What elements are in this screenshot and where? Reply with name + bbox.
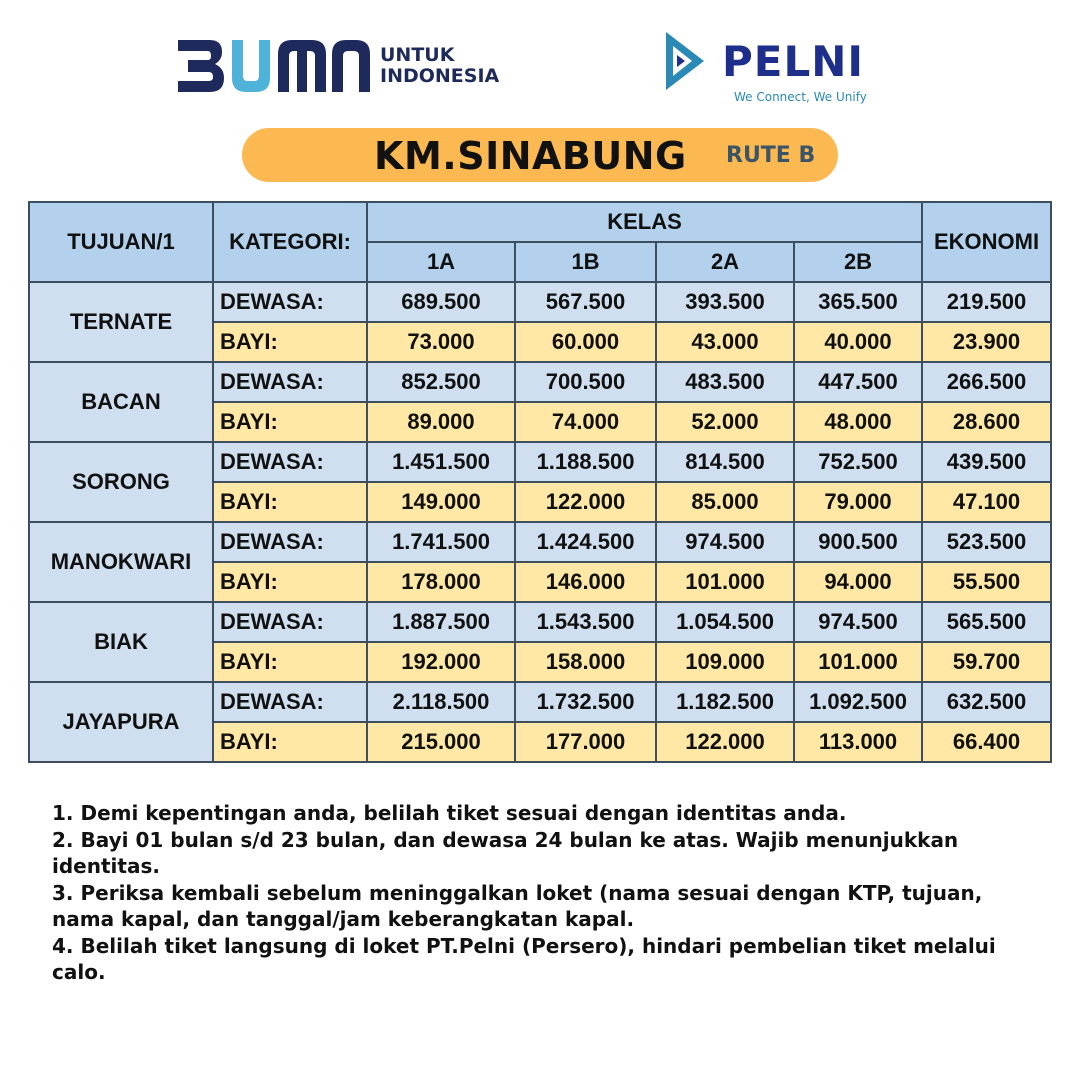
fare-cell: 1.887.500 — [367, 602, 515, 642]
fare-cell: 752.500 — [794, 442, 922, 482]
fare-cell: 79.000 — [794, 482, 922, 522]
fare-cell: 122.000 — [656, 722, 794, 762]
fare-cell: 565.500 — [922, 602, 1051, 642]
fare-cell: 113.000 — [794, 722, 922, 762]
bumn-tagline-line2: INDONESIA — [380, 65, 500, 87]
fare-cell: 1.092.500 — [794, 682, 922, 722]
pelni-slogan: We Connect, We Unify — [734, 90, 867, 104]
fare-cell: 1.054.500 — [656, 602, 794, 642]
fare-cell: 177.000 — [515, 722, 656, 762]
category-cell: BAYI: — [213, 642, 367, 682]
fare-cell: 852.500 — [367, 362, 515, 402]
fare-cell: 146.000 — [515, 562, 656, 602]
fare-cell: 700.500 — [515, 362, 656, 402]
notes-list — [52, 800, 1042, 986]
fare-cell: 439.500 — [922, 442, 1051, 482]
category-cell: DEWASA: — [213, 442, 367, 482]
header-category: KATEGORI: — [213, 202, 367, 282]
fare-cell: 266.500 — [922, 362, 1051, 402]
destination-cell: TERNATE — [29, 282, 213, 362]
note-item: 2. Bayi 01 bulan s/d 23 bulan, dan dewasa 24 bulan ke atas. Wajib menunjukkan identitas. — [52, 827, 959, 878]
category-cell: BAYI: — [213, 402, 367, 442]
pelni-emblem-icon — [664, 30, 708, 92]
category-cell: DEWASA: — [213, 522, 367, 562]
fare-cell: 215.000 — [367, 722, 515, 762]
fare-cell: 192.000 — [367, 642, 515, 682]
fare-table — [28, 201, 1052, 763]
fare-cell: 85.000 — [656, 482, 794, 522]
destination-cell: MANOKWARI — [29, 522, 213, 602]
fare-cell: 814.500 — [656, 442, 794, 482]
pelni-logo — [664, 30, 867, 104]
bumn-logo — [176, 36, 499, 96]
fare-cell: 483.500 — [656, 362, 794, 402]
destination-cell: JAYAPURA — [29, 682, 213, 762]
fare-cell: 689.500 — [367, 282, 515, 322]
note-item: 1. Demi kepentingan anda, belilah tiket sesuai dengan identitas anda. — [52, 801, 847, 825]
fare-cell: 1.182.500 — [656, 682, 794, 722]
bumn-logo-mark — [176, 36, 372, 96]
fare-cell: 1.732.500 — [515, 682, 656, 722]
fare-cell: 101.000 — [794, 642, 922, 682]
fare-cell: 101.000 — [656, 562, 794, 602]
fare-cell: 974.500 — [656, 522, 794, 562]
ship-name: KM.SINABUNG — [374, 134, 687, 178]
header-class-1b: 1B — [515, 242, 656, 282]
fare-cell: 1.424.500 — [515, 522, 656, 562]
fare-cell: 178.000 — [367, 562, 515, 602]
fare-cell: 52.000 — [656, 402, 794, 442]
fare-cell: 219.500 — [922, 282, 1051, 322]
table-row — [29, 442, 1051, 482]
fare-cell: 974.500 — [794, 602, 922, 642]
fare-cell: 393.500 — [656, 282, 794, 322]
fare-cell: 47.100 — [922, 482, 1051, 522]
fare-cell: 28.600 — [922, 402, 1051, 442]
fare-cell: 1.451.500 — [367, 442, 515, 482]
fare-cell: 2.118.500 — [367, 682, 515, 722]
header-class-1a: 1A — [367, 242, 515, 282]
table-row — [29, 282, 1051, 322]
table-row — [29, 522, 1051, 562]
fare-cell: 94.000 — [794, 562, 922, 602]
note-item: 4. Belilah tiket langsung di loket PT.Pelni (Persero), hindari pembelian tiket melalui calo. — [52, 933, 996, 984]
route-label: RUTE B — [726, 143, 816, 168]
header-class-2b: 2B — [794, 242, 922, 282]
fare-cell: 632.500 — [922, 682, 1051, 722]
category-cell: BAYI: — [213, 722, 367, 762]
fare-cell: 365.500 — [794, 282, 922, 322]
fare-cell: 66.400 — [922, 722, 1051, 762]
fare-cell: 1.543.500 — [515, 602, 656, 642]
fare-cell: 109.000 — [656, 642, 794, 682]
destination-cell: BIAK — [29, 602, 213, 682]
fare-cell: 59.700 — [922, 642, 1051, 682]
fare-cell: 158.000 — [515, 642, 656, 682]
header-kelas: KELAS — [367, 202, 922, 242]
category-cell: BAYI: — [213, 482, 367, 522]
fare-cell: 122.000 — [515, 482, 656, 522]
header-class-2a: 2A — [656, 242, 794, 282]
fare-cell: 1.188.500 — [515, 442, 656, 482]
table-row — [29, 362, 1051, 402]
category-cell: BAYI: — [213, 562, 367, 602]
fare-cell: 900.500 — [794, 522, 922, 562]
fare-cell: 48.000 — [794, 402, 922, 442]
fare-cell: 74.000 — [515, 402, 656, 442]
fare-cell: 1.741.500 — [367, 522, 515, 562]
pelni-wordmark: PELNI — [722, 36, 865, 86]
fare-table-container — [22, 196, 1058, 762]
category-cell: DEWASA: — [213, 282, 367, 322]
table-row — [29, 602, 1051, 642]
header-destination: TUJUAN/1 — [29, 202, 213, 282]
fare-cell: 73.000 — [367, 322, 515, 362]
title-banner — [242, 128, 838, 182]
fare-cell: 567.500 — [515, 282, 656, 322]
header-row-top — [29, 202, 1051, 242]
fare-cell: 523.500 — [922, 522, 1051, 562]
fare-cell: 60.000 — [515, 322, 656, 362]
destination-cell: BACAN — [29, 362, 213, 442]
fare-cell: 23.900 — [922, 322, 1051, 362]
category-cell: DEWASA: — [213, 602, 367, 642]
fare-cell: 149.000 — [367, 482, 515, 522]
note-item: 3. Periksa kembali sebelum meninggalkan loket (nama sesuai dengan KTP, tujuan, nama kapal, dan tanggal/jam keberangkatan kapal. — [52, 880, 983, 931]
fare-cell: 447.500 — [794, 362, 922, 402]
bumn-tagline — [380, 45, 499, 87]
fare-cell: 55.500 — [922, 562, 1051, 602]
destination-cell: SORONG — [29, 442, 213, 522]
category-cell: DEWASA: — [213, 682, 367, 722]
fare-cell: 89.000 — [367, 402, 515, 442]
bumn-tagline-line1: UNTUK — [380, 44, 455, 66]
table-row — [29, 682, 1051, 722]
header-economy: EKONOMI — [922, 202, 1051, 282]
fare-cell: 40.000 — [794, 322, 922, 362]
category-cell: DEWASA: — [213, 362, 367, 402]
fare-cell: 43.000 — [656, 322, 794, 362]
category-cell: BAYI: — [213, 322, 367, 362]
